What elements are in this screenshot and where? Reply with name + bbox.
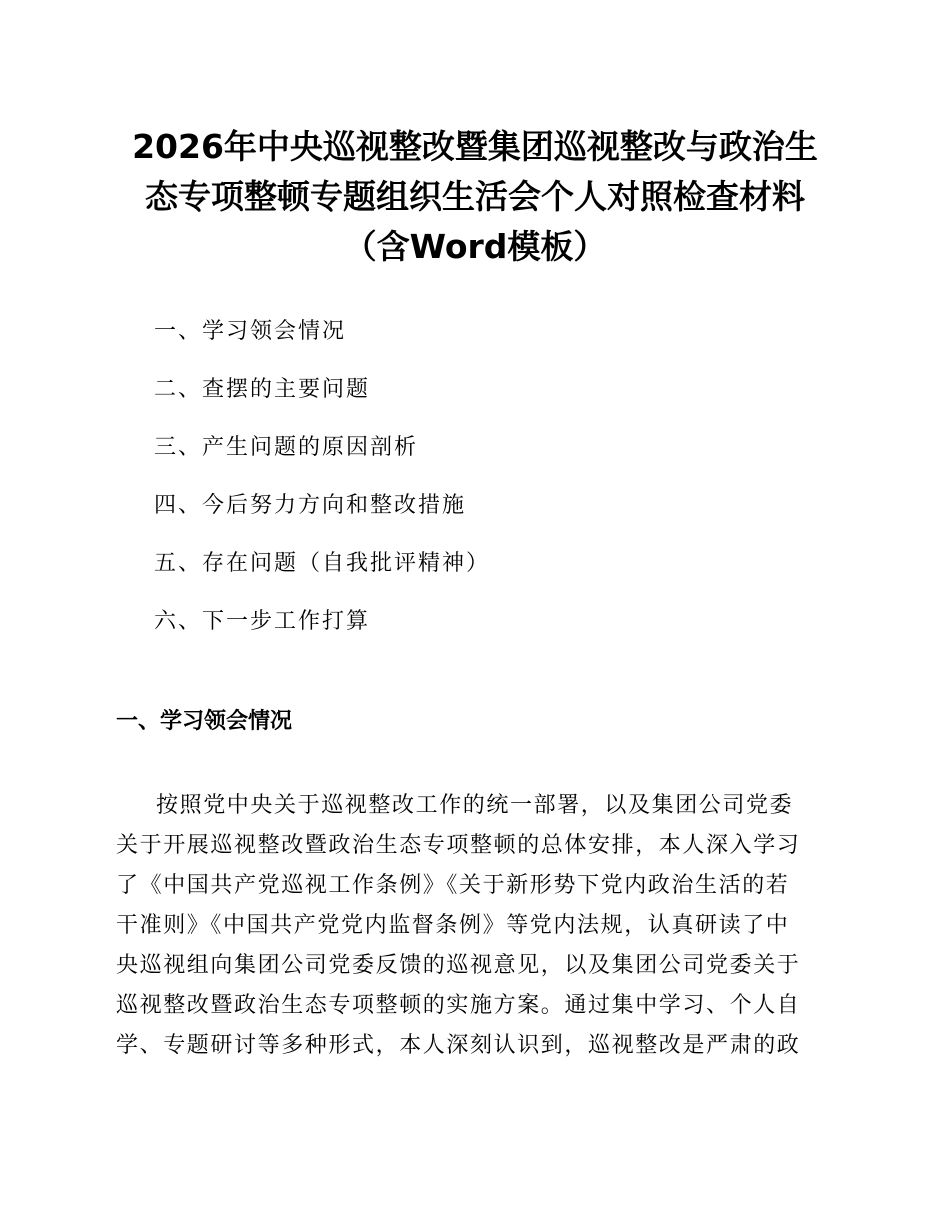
toc-item: 四、今后努力方向和整改措施 <box>154 493 467 518</box>
paragraph-line: 按照党中央关于巡视整改工作的统一部署，以及集团公司党委 <box>156 793 794 818</box>
title-line-2: 态专项整顿专题组织生活会个人对照检查材料 <box>145 177 805 216</box>
paragraph-line: 关于开展巡视整改暨政治生态专项整顿的总体安排，本人深入学习 <box>116 833 801 858</box>
toc-item: 五、存在问题（自我批评精神） <box>154 551 491 576</box>
toc-item: 三、产生问题的原因剖析 <box>154 435 419 460</box>
paragraph-line: 干准则》《中国共产党党内监督条例》等党内法规，认真研读了中 <box>116 913 790 938</box>
section-heading: 一、学习领会情况 <box>116 709 293 734</box>
paragraph-line: 了《中国共产党巡视工作条例》《关于新形势下党内政治生活的若 <box>116 873 790 898</box>
toc-item: 二、查摆的主要问题 <box>154 377 371 402</box>
table-of-contents <box>154 310 490 658</box>
paragraph-line: 巡视整改暨政治生态专项整顿的实施方案。通过集中学习、个人自 <box>116 993 801 1018</box>
toc-item: 六、下一步工作打算 <box>154 609 371 634</box>
title-line-3: （含Word模板） <box>343 227 607 266</box>
body-paragraph <box>116 786 836 1066</box>
toc-item: 一、学习领会情况 <box>154 319 347 344</box>
title-line-1: 2026年中央巡视整改暨集团巡视整改与政治生 <box>132 127 818 166</box>
document-title <box>100 122 850 272</box>
paragraph-line: 学、专题研讨等多种形式，本人深刻认识到，巡视整改是严肃的政 <box>116 1033 801 1058</box>
paragraph-line: 央巡视组向集团公司党委反馈的巡视意见，以及集团公司党委关于 <box>116 953 801 978</box>
